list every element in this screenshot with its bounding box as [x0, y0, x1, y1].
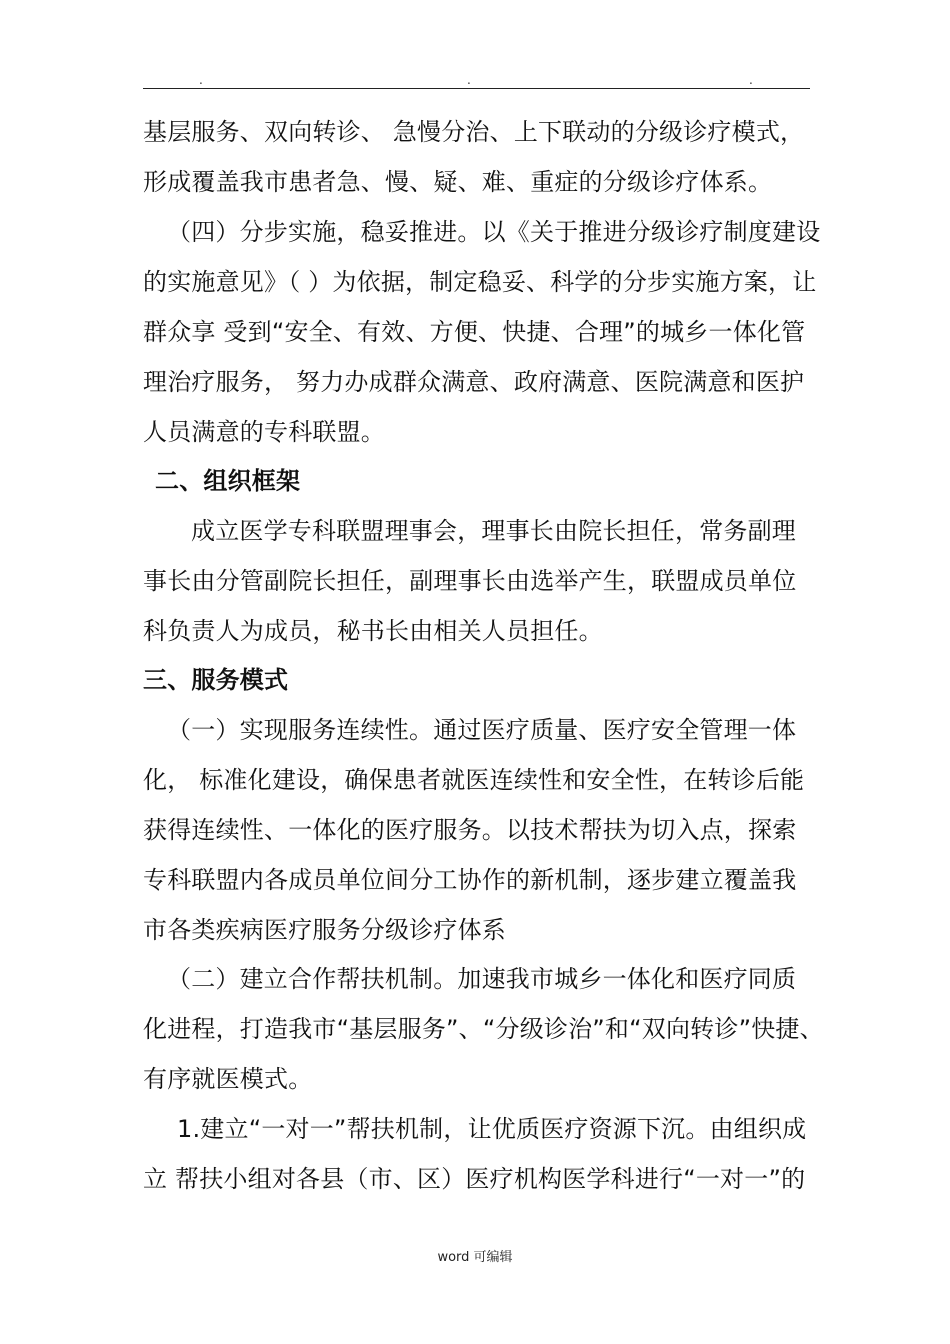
- text-line: 人员满意的专科联盟。: [143, 418, 385, 446]
- text-line: 的实施意见》（ ）为依据，制定稳妥、科学的分步实施方案，让: [143, 268, 817, 296]
- text-line: 获得连续性、一体化的医疗服务。以技术帮扶为切入点，探索: [143, 816, 797, 844]
- text-line: 形成覆盖我市患者急、慢、疑、难、重症的分级诊疗体系。: [143, 168, 773, 196]
- header-dot-right: .: [749, 73, 753, 87]
- page-footer: word 可编辑: [437, 1250, 513, 1265]
- text-line: 科负责人为成员，秘书长由相关人员担任。: [143, 617, 603, 645]
- text-line: 市各类疾病医疗服务分级诊疗体系: [143, 916, 506, 944]
- text-line: 成立医学专科联盟理事会，理事长由院长担任，常务副理: [191, 517, 796, 545]
- text-line: 化进程，打造我市“基层服务”、“分级诊治”和“双向转诊”快捷、: [143, 1015, 824, 1043]
- section-heading: 二、组织框架: [155, 467, 301, 495]
- section-heading: 三、服务模式: [143, 666, 289, 694]
- header-rule: [143, 88, 810, 89]
- text-line: 事长由分管副院长担任，副理事长由选举产生，联盟成员单位: [143, 567, 797, 595]
- text-line: 立 帮扶小组对各县（市、区）医疗机构医学科进行“一对一”的: [143, 1165, 806, 1193]
- text-line: 有序就医模式。: [143, 1065, 313, 1093]
- text-line: 化， 标准化建设，确保患者就医连续性和安全性，在转诊后能: [143, 766, 805, 794]
- text-line: （四）分步实施，稳妥推进。以《关于推进分级诊疗制度建设: [167, 218, 821, 246]
- text-line: （二）建立合作帮扶机制。加速我市城乡一体化和医疗同质: [167, 965, 797, 993]
- text-line: 理治疗服务， 努力办成群众满意、政府满意、医院满意和医护: [143, 368, 805, 396]
- text-line: （一）实现服务连续性。通过医疗质量、医疗安全管理一体: [167, 716, 797, 744]
- header-dot-center: .: [467, 73, 471, 87]
- text-line: 专科联盟内各成员单位间分工协作的新机制，逐步建立覆盖我: [143, 866, 797, 894]
- text-line: 基层服务、双向转诊、 急慢分治、上下联动的分级诊疗模式，: [143, 118, 805, 146]
- text-line: 群众享 受到“安全、有效、方便、快捷、合理”的城乡一体化管: [143, 318, 806, 346]
- text-line: 1.建立“一对一”帮扶机制，让优质医疗资源下沉。由组织成: [177, 1115, 807, 1143]
- header-dot-left: .: [199, 73, 203, 87]
